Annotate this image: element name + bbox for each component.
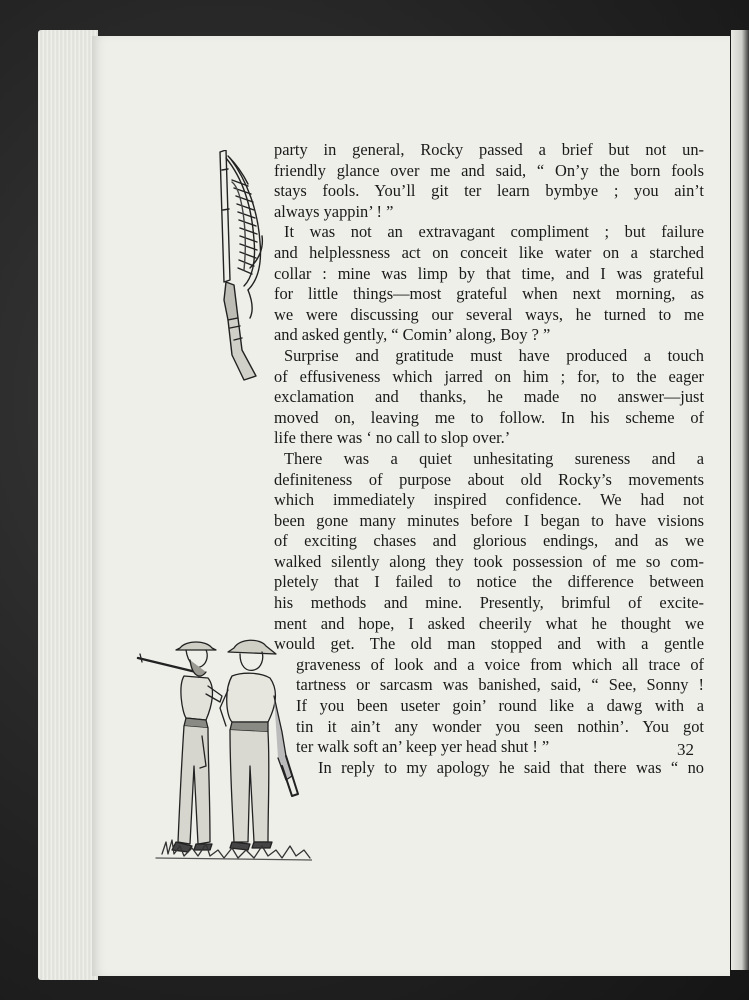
text-line: pletely that I failed to notice the difference between [274, 572, 704, 592]
text-line: It was not an extravagant compliment ; but failure [284, 222, 704, 242]
text-line: his methods and mine. Presently, brimful of excite- [274, 593, 704, 613]
rifle-illustration [214, 150, 270, 382]
text-line: been gone many minutes before I began to have visions [274, 510, 704, 530]
text-line: life there was ‘ no call to slop over.’ [274, 428, 511, 448]
text-line: always yappin’ ! ” [274, 201, 394, 221]
page-number: 32 [677, 740, 694, 759]
page-stack-edge [38, 30, 98, 980]
text-line: of effusiveness which jarred on him ; for, to the eager [274, 366, 704, 386]
text-line: walked silently along they took possession of me so com- [274, 551, 704, 571]
text-line: tin it ain’t any wonder you seen nothin’. You got [296, 716, 704, 736]
text-line: ter walk soft an’ keep yer head shut ! ” [296, 737, 550, 757]
text-line: for little things—most grateful when next morning, as [274, 284, 704, 304]
body-text [274, 140, 704, 778]
text-line: friendly glance over me and said, “ On’y the born fools [274, 160, 704, 180]
text-line: moved on, leaving me to follow. In his scheme of [274, 407, 704, 427]
text-line: which immediately inspired confidence. We had not [274, 490, 704, 510]
text-line: we were discussing our several ways, he turned to me [274, 304, 704, 324]
text-line: and asked gently, “ Comin’ along, Boy ? ” [274, 325, 551, 345]
text-line: graveness of look and a voice from which all trace of [296, 654, 704, 674]
facing-page-edge [731, 30, 749, 970]
text-line: In reply to my apology he said that there was “ no [318, 757, 704, 777]
text-line: of exciting chases and glorious endings, and as we [274, 531, 704, 551]
text-line: tartness or sarcasm was banished, said, “ See, Sonny ! [296, 675, 704, 695]
text-line: exclamation and thanks, he made no answer—just [274, 387, 704, 407]
text-line: There was a quiet unhesitating sureness and a [284, 448, 704, 468]
text-line: If you been useter goin’ round like a dawg with a [296, 696, 704, 716]
text-line: stays fools. You’ll git ter learn bymbye ; you ain’t [274, 181, 704, 201]
text-line: would get. The old man stopped and with a gentle [274, 634, 704, 654]
text-line: and helplessness act on conceit like water on a starched [274, 242, 704, 262]
text-line: Surprise and gratitude must have produced a touch [284, 345, 704, 365]
text-line: collar : mine was limp by that time, and I was grateful [274, 263, 704, 283]
text-line: definiteness of purpose about old Rocky’s movements [274, 469, 704, 489]
text-line: party in general, Rocky passed a brief but not un- [274, 140, 704, 159]
text-line: ment and hope, I asked cheerily what he thought we [274, 613, 704, 633]
